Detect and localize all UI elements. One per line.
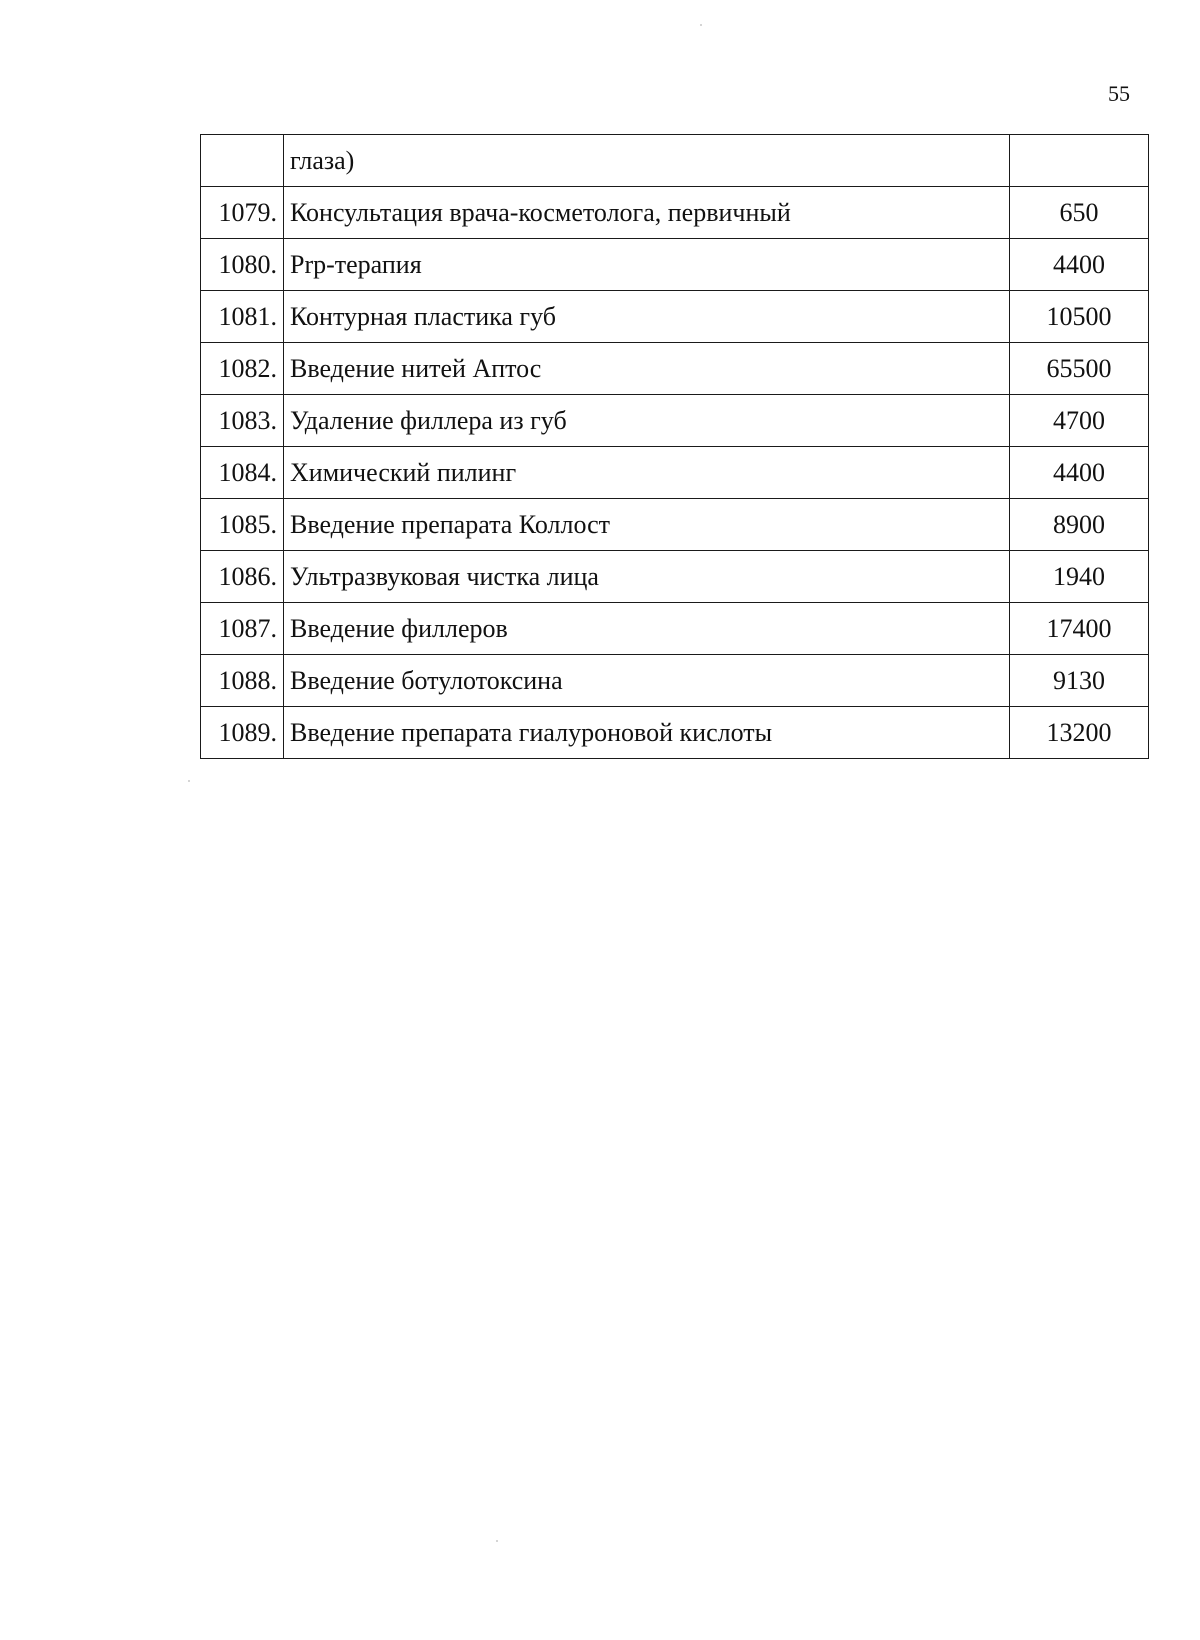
service-price: 10500 — [1010, 291, 1149, 343]
row-number: 1082. — [201, 343, 284, 395]
scan-speck — [700, 24, 702, 26]
service-price: 4400 — [1010, 447, 1149, 499]
row-number: 1079. — [201, 187, 284, 239]
service-price: 8900 — [1010, 499, 1149, 551]
scan-speck — [496, 1540, 498, 1542]
row-number: 1081. — [201, 291, 284, 343]
price-table — [200, 134, 1149, 759]
scan-speck — [188, 780, 190, 782]
service-name: Введение филлеров — [284, 603, 1010, 655]
service-name: Химический пилинг — [284, 447, 1010, 499]
service-name: Контурная пластика губ — [284, 291, 1010, 343]
table-row — [201, 447, 1149, 499]
service-price — [1010, 135, 1149, 187]
service-price: 13200 — [1010, 707, 1149, 759]
service-name: глаза) — [284, 135, 1010, 187]
row-number: 1080. — [201, 239, 284, 291]
service-price: 9130 — [1010, 655, 1149, 707]
service-price: 4400 — [1010, 239, 1149, 291]
page-number: 55 — [1108, 81, 1130, 106]
row-number — [201, 135, 284, 187]
service-price: 4700 — [1010, 395, 1149, 447]
table-row — [201, 551, 1149, 603]
service-price: 17400 — [1010, 603, 1149, 655]
service-name: Ультразвуковая чистка лица — [284, 551, 1010, 603]
service-price: 1940 — [1010, 551, 1149, 603]
table-row — [201, 707, 1149, 759]
table-row — [201, 291, 1149, 343]
table-row — [201, 187, 1149, 239]
service-name: Введение препарата Коллост — [284, 499, 1010, 551]
table-row — [201, 343, 1149, 395]
service-name: Консультация врача-косметолога, первичный — [284, 187, 1010, 239]
service-name: Удаление филлера из губ — [284, 395, 1010, 447]
service-name: Введение препарата гиалуроновой кислоты — [284, 707, 1010, 759]
table-row — [201, 395, 1149, 447]
row-number: 1086. — [201, 551, 284, 603]
row-number: 1088. — [201, 655, 284, 707]
row-number: 1087. — [201, 603, 284, 655]
service-name: Введение ботулотоксина — [284, 655, 1010, 707]
service-name: Введение нитей Аптос — [284, 343, 1010, 395]
row-number: 1084. — [201, 447, 284, 499]
row-number: 1089. — [201, 707, 284, 759]
service-price: 650 — [1010, 187, 1149, 239]
table-row — [201, 603, 1149, 655]
service-price: 65500 — [1010, 343, 1149, 395]
row-number: 1083. — [201, 395, 284, 447]
table-row — [201, 135, 1149, 187]
table-row — [201, 239, 1149, 291]
table-row — [201, 499, 1149, 551]
row-number: 1085. — [201, 499, 284, 551]
service-name: Prp-терапия — [284, 239, 1010, 291]
table-row — [201, 655, 1149, 707]
